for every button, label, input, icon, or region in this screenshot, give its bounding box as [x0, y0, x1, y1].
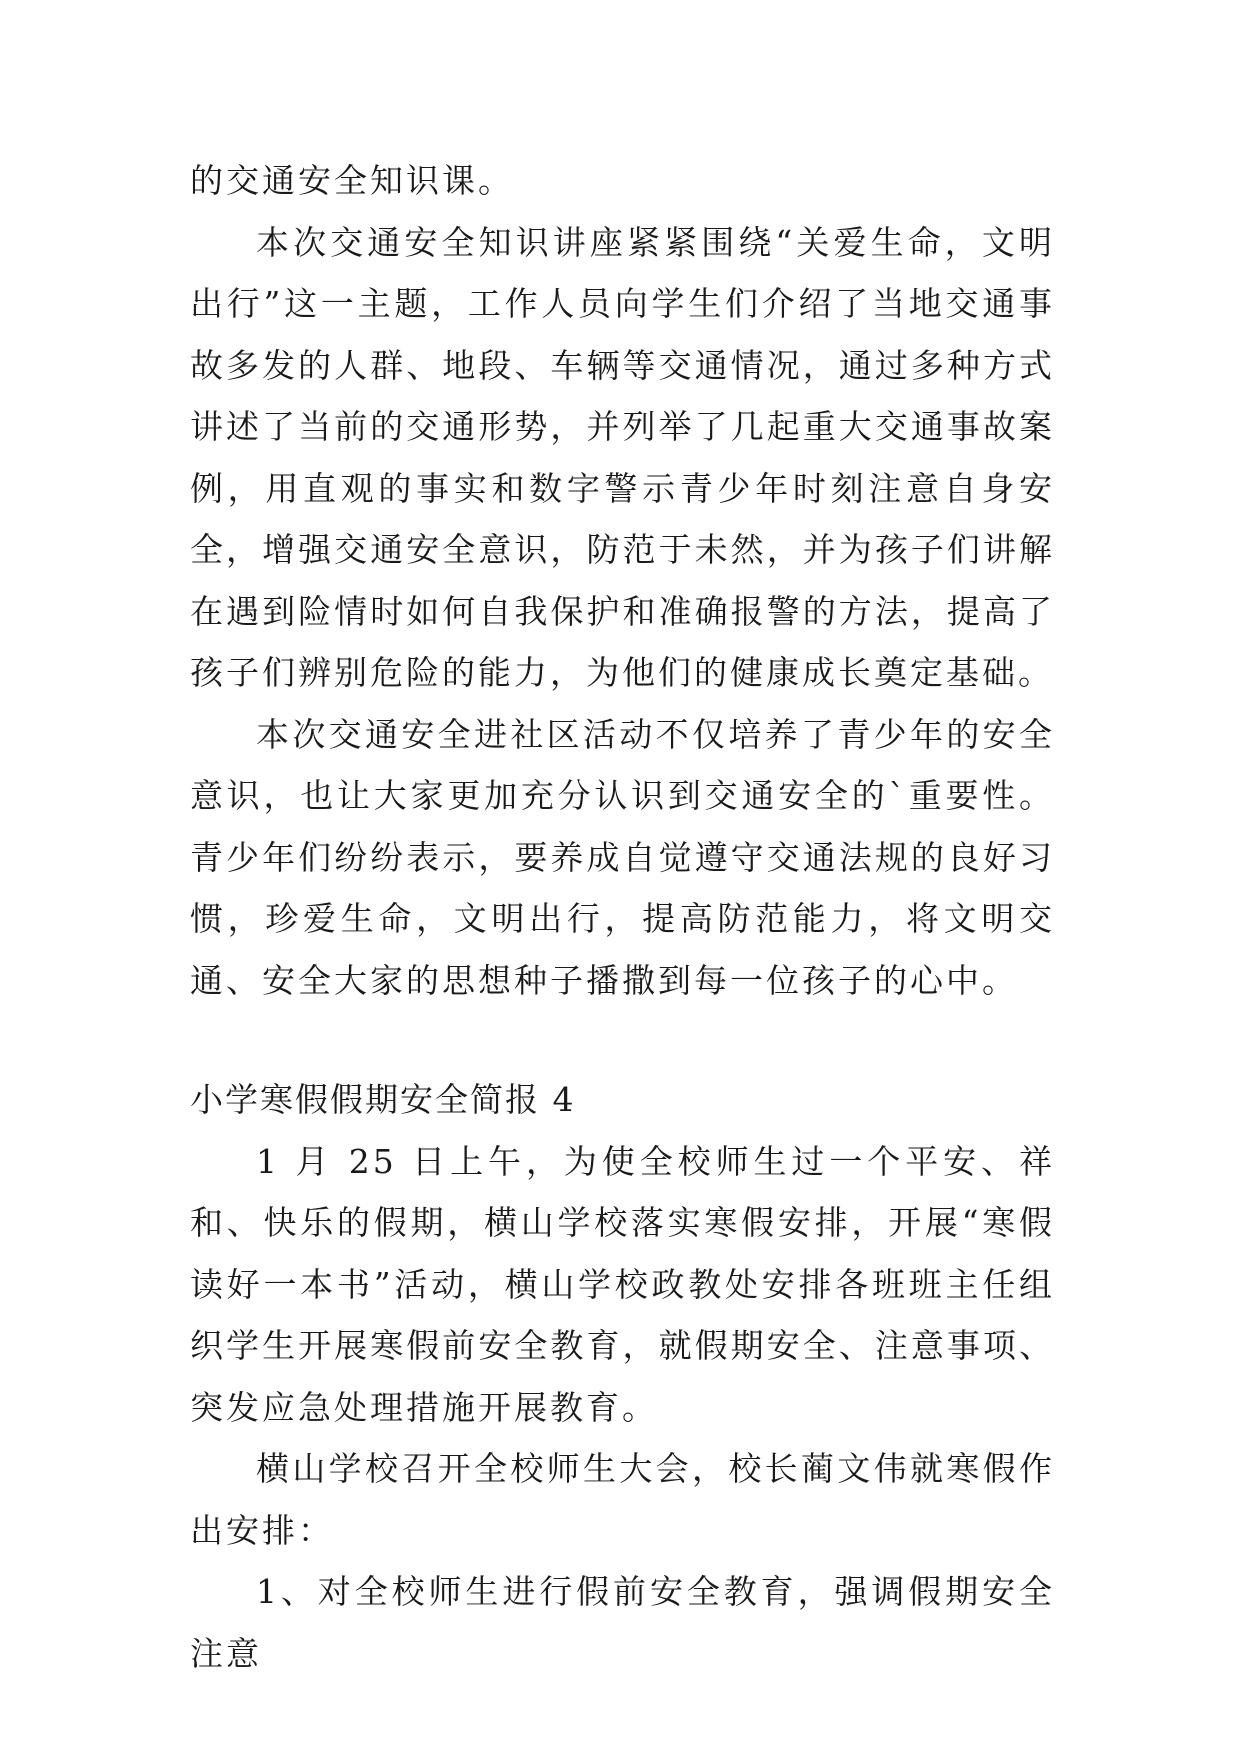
section-heading: 小学寒假假期安全简报 4 — [190, 1080, 576, 1119]
section-gap — [190, 1011, 1055, 1069]
paragraph-winter-break: 1 月 25 日上午，为使全校师生过一个平安、祥和、快乐的假期，横山学校落实寒假安排，开展“寒假读好一本书”活动，横山学校政教处安排各班班主任组织学生开展寒假前安全教育，就假期安全、注意事项、突发应急处理措施开展教育。 — [190, 1141, 1055, 1427]
paragraph-assembly: 横山学校召开全校师生大会，校长蔺文伟就寒假作出安排： — [190, 1449, 1055, 1550]
paragraph-lecture: 本次交通安全知识讲座紧紧围绕“关爱生命，文明出行”这一主题，工作人员向学生们介绍了当地交通事故多发的人群、地段、车辆等交通情况，通过多种方式讲述了当前的交通形势，并列举了几起重大交通事故案例，用直观的事实和数字警示青少年时刻注意自身安全，增强交通安全意识，防范于未然，并为孩子们讲解在遇到险情时如何自我保护和准确报警的方法，提高了孩子们辨别危险的能力，为他们的健康成长奠定基础。 — [190, 222, 1055, 692]
document-body — [190, 150, 1055, 1684]
paragraph-continuation: 的交通安全知识课。 — [190, 161, 514, 200]
paragraph-list-item-1: 1、对全校师生进行假前安全教育，强调假期安全注意 — [190, 1572, 1055, 1673]
paragraph-community-activity: 本次交通安全进社区活动不仅培养了青少年的安全意识，也让大家更加充分认识到交通安全的`重要性。青少年们纷纷表示，要养成自觉遵守交通法规的良好习惯，珍爱生命，文明出行，提高防范能力，将文明交通、安全大家的思想种子播撒到每一位孩子的心中。 — [190, 714, 1055, 1000]
